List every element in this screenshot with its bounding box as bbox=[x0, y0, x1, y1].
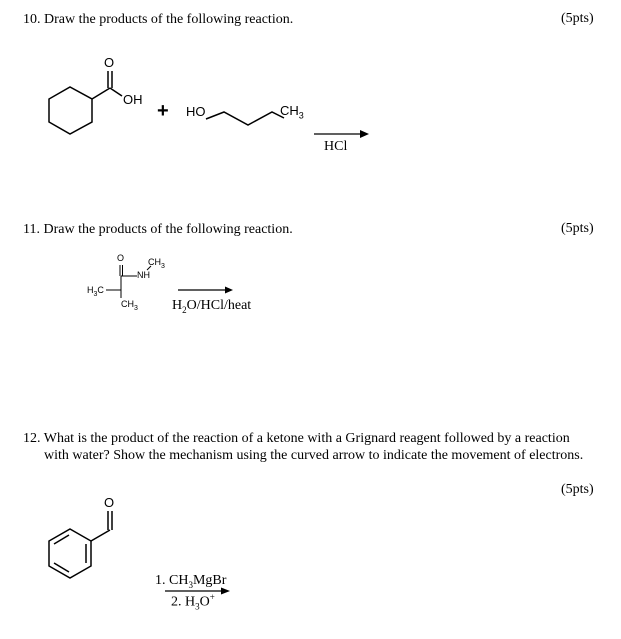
reagent-step1 bbox=[155, 573, 226, 590]
reagent-h: H bbox=[172, 298, 183, 313]
hydroxyl-label: OH bbox=[123, 92, 143, 107]
c-methyl-subscript: 3 bbox=[134, 304, 138, 312]
step1-suffix: MgBr bbox=[192, 573, 227, 588]
step1-prefix: 1. CH bbox=[155, 573, 189, 588]
plus-sign: + bbox=[157, 100, 169, 122]
carbonyl-oxygen-label: O bbox=[104, 55, 115, 70]
c-methyl-ch: CH bbox=[121, 299, 134, 309]
amide-oxygen-label: O bbox=[117, 253, 125, 263]
reagent-subscript: 2 bbox=[182, 304, 187, 315]
question-points: (5pts) bbox=[561, 11, 594, 26]
question-text-line1: What is the product of the reaction of a ketone with a Grignard reagent followed by a reaction bbox=[43, 431, 570, 446]
step2-suffix: O bbox=[199, 594, 210, 610]
reagent-rest: O/HCl/heat bbox=[186, 298, 252, 313]
alcohol-ho-label: HO bbox=[186, 104, 206, 119]
question-number: 11. bbox=[23, 222, 40, 237]
question-points: (5pts) bbox=[561, 221, 594, 236]
h3c-subscript: 3 bbox=[93, 290, 98, 298]
step1-subscript: 3 bbox=[188, 579, 193, 590]
aldehyde-oxygen-label: O bbox=[104, 495, 115, 510]
ring-aldehyde-bond bbox=[91, 530, 110, 541]
question-number: 12. bbox=[23, 431, 41, 446]
question-number: 10. bbox=[23, 12, 41, 27]
question-text: Draw the products of the following reaction. bbox=[44, 12, 294, 27]
n-methyl-ch: CH bbox=[148, 257, 161, 267]
question-12-prompt-line2: with water? Show the mechanism using the curved arrow to indicate the movement of electrons. bbox=[44, 448, 584, 463]
reagent-hcl: HCl bbox=[324, 139, 348, 154]
nh-label: NH bbox=[137, 270, 150, 280]
methyl-subscript: 3 bbox=[298, 110, 304, 121]
reagent-step2 bbox=[171, 592, 215, 611]
step2-superscript: + bbox=[209, 592, 215, 602]
step2-prefix: 2. H bbox=[171, 594, 196, 610]
step2-subscript: 3 bbox=[195, 601, 200, 612]
h3c-h: H bbox=[87, 285, 94, 295]
n-methyl-subscript: 3 bbox=[161, 262, 165, 270]
question-points: (5pts) bbox=[561, 482, 594, 497]
benzene-ring bbox=[49, 529, 91, 578]
question-text: Draw the products of the following reaction. bbox=[43, 222, 293, 237]
methyl-ch: CH bbox=[280, 103, 299, 118]
h3c-c: C bbox=[97, 285, 104, 295]
